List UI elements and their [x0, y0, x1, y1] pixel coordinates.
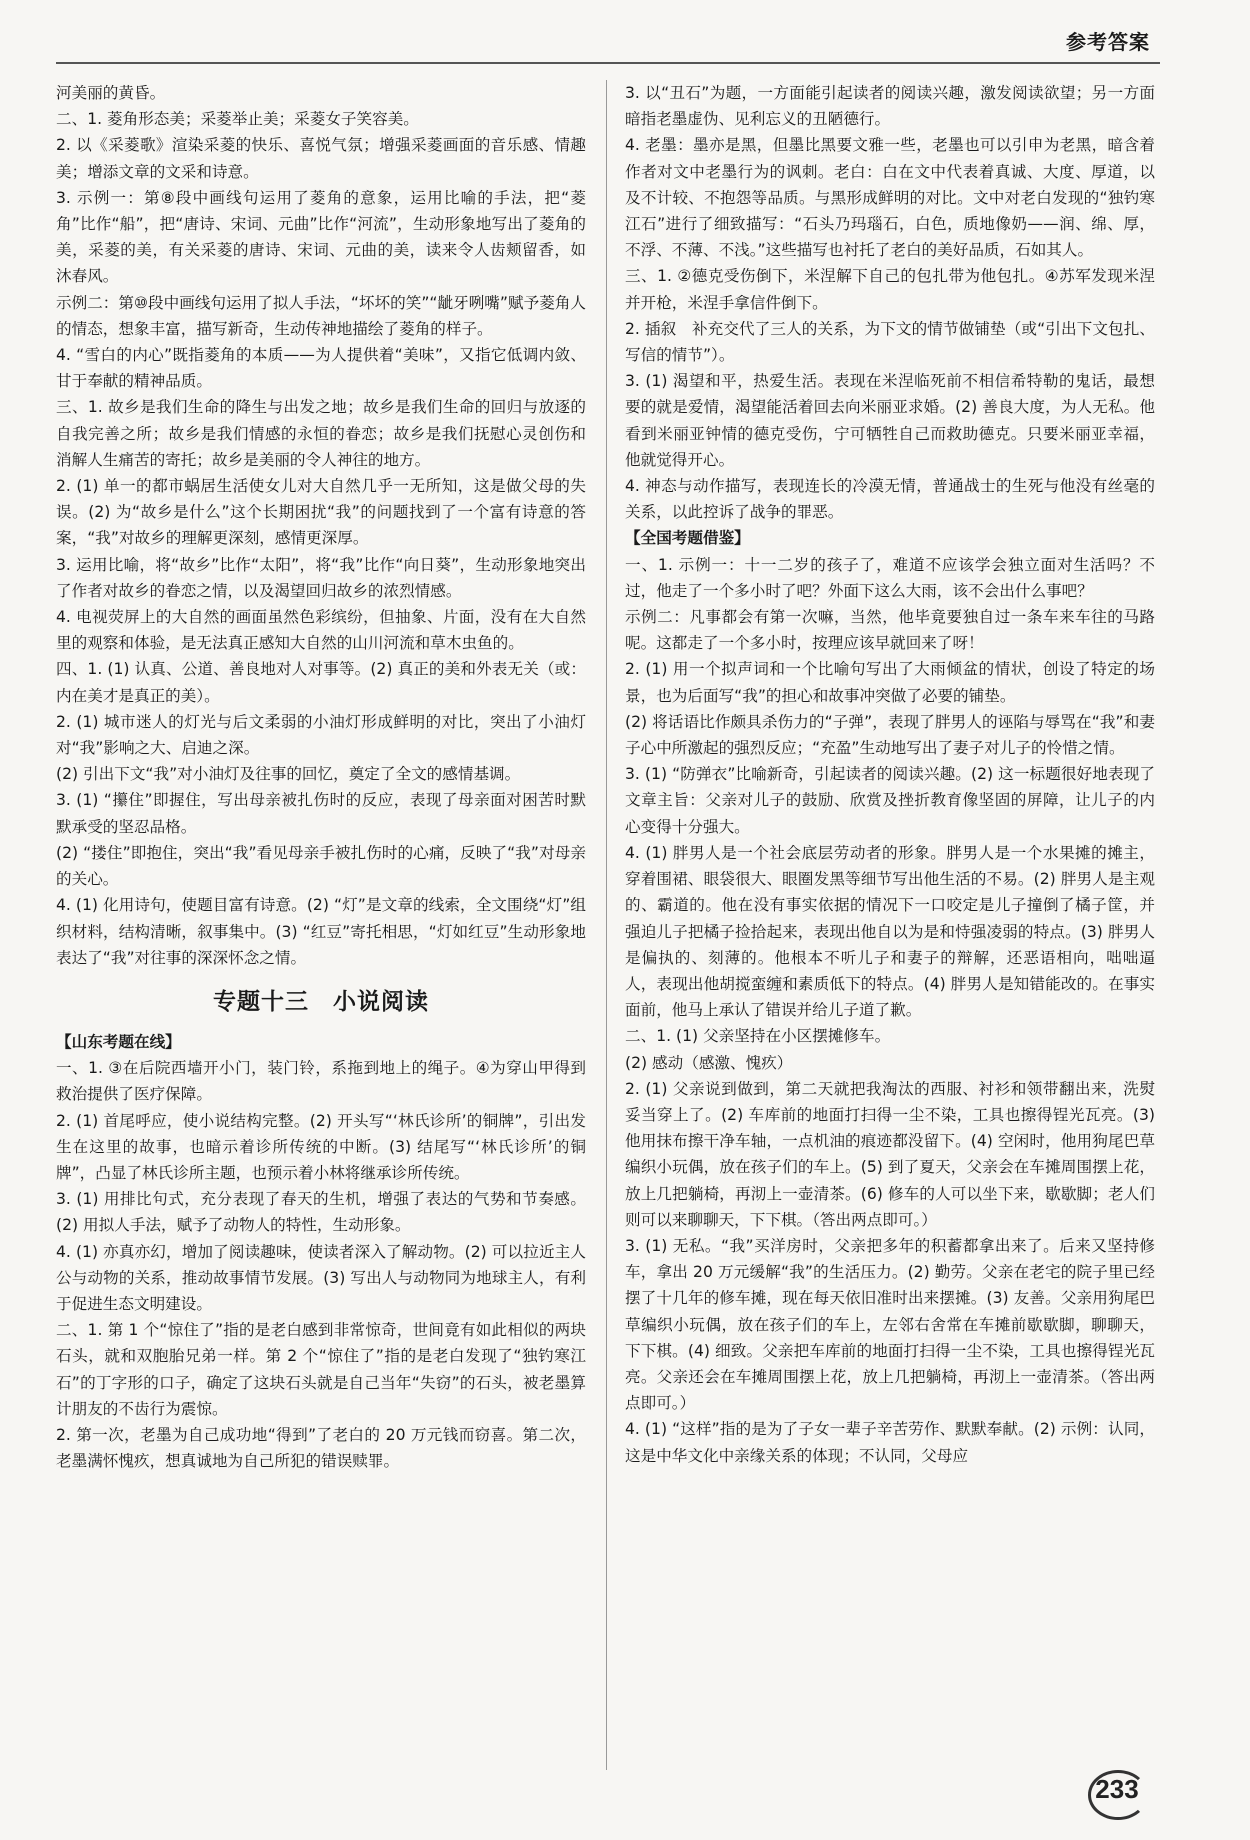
paragraph: (2) 将话语比作颇具杀伤力的“子弹”，表现了胖男人的诬陷与辱骂在“我”和妻子心中所激起的强烈反应；“充盈”生动地写出了妻子对儿子的怜惜之情。: [625, 712, 1155, 758]
page-number-text: 233: [1095, 1774, 1139, 1804]
page-number: [1086, 1768, 1148, 1818]
left-column: [56, 80, 586, 1474]
right-column: [625, 80, 1155, 1469]
paragraph: 4. (1) 亦真亦幻，增加了阅读趣味，使读者深入了解动物。(2) 可以拉近主人公与动物的关系，推动故事情节发展。(3) 写出人与动物同为地球主人，有利于促进生态文明建设。: [56, 1242, 586, 1313]
paragraph: 2. 以《采菱歌》渲染采菱的快乐、喜悦气氛；增强采菱画面的音乐感、情趣美；增添文章的文采和诗意。: [56, 136, 586, 181]
paragraph: 4. (1) 胖男人是一个社会底层劳动者的形象。胖男人是一个水果摊的摊主，穿着围裙、眼袋很大、眼圈发黑等细节写出他生活的不易。(2) 胖男人是主观的、霸道的。他在没有事实依据的情况下一口咬定是儿子撞倒了橘子筐，并强迫儿子把橘子捡拾起来，表现出他自以为是和恃强凌弱的特点。(3) 胖男人是偏执的、刻薄的。他根本不听儿子和妻子的辩解，还恶语相向，咄咄逼人，表现出他胡搅蛮缠和素质低下的特点。(4) 胖男人是知错能改的。在事实面前，他马上承认了错误并给儿子道了歉。: [625, 843, 1155, 1020]
paragraph: 2. (1) 首尾呼应，使小说结构完整。(2) 开头写“‘林氏诊所’的铜牌”，引出发生在这里的故事，也暗示着诊所传统的中断。(3) 结尾写“‘林氏诊所’的铜牌”，凸显了林氏诊所主题，也预示着小林将继承诊所传统。: [56, 1111, 586, 1182]
paragraph: 4. (1) “这样”指的是为了子女一辈子辛苦劳作、默默奉献。(2) 示例：认同，这是中华文化中亲缘关系的体现；不认同，父母应: [625, 1420, 1155, 1465]
section-title: 专题十三 小说阅读: [213, 988, 429, 1015]
header-rule: [56, 62, 1160, 64]
paragraph: 河美丽的黄昏。: [56, 84, 166, 102]
paragraph: 4. (1) 化用诗句，使题目富有诗意。(2) “灯”是文章的线索，全文围绕“灯”组织材料，结构清晰，叙事集中。(3) “红豆”寄托相思，“灯如红豆”生动形象地表达了“我”对往事的深深怀念之情。: [56, 896, 586, 967]
column-divider: [606, 80, 607, 1770]
paragraph: 4. “雪白的内心”既指菱角的本质——为人提供着“美味”，又指它低调内敛、甘于奉献的精神品质。: [56, 346, 586, 391]
paragraph: 3. 以“丑石”为题，一方面能引起读者的阅读兴趣，激发阅读欲望；另一方面暗指老墨虚伪、见利忘义的丑陋德行。: [625, 84, 1155, 129]
paragraph: 示例二：凡事都会有第一次嘛，当然，他毕竟要独自过一条车来车往的马路呢。这都走了一个多小时，按理应该早就回来了呀！: [625, 608, 1155, 653]
paragraph: 四、1. (1) 认真、公道、善良地对人对事等。(2) 真正的美和外表无关（或：内在美才是真正的美）。: [56, 660, 586, 705]
header-title: 参考答案: [1066, 30, 1150, 54]
paragraph: 3. (1) 用排比句式，充分表现了春天的生机，增强了表达的气势和节奏感。(2) 用拟人手法，赋予了动物人的特性，生动形象。: [56, 1190, 586, 1235]
paragraph: (2) 引出下文“我”对小油灯及往事的回忆，奠定了全文的感情基调。: [56, 765, 521, 784]
paragraph: 3. (1) “攥住”即握住，写出母亲被扎伤时的反应，表现了母亲面对困苦时默默承受的坚忍品格。: [56, 791, 586, 836]
paragraph: 二、1. (1) 父亲坚持在小区摆摊修车。: [625, 1027, 891, 1046]
paragraph: 2. (1) 父亲说到做到，第二天就把我淘汰的西服、衬衫和领带翻出来，洗熨妥当穿上了。(2) 车库前的地面打扫得一尘不染，工具也擦得锃光瓦亮。(3) 他用抹布擦干净车轴，一点机油的痕迹都没留下。(4) 空闲时，他用狗尾巴草编织小玩偶，放在孩子们的车上。(5) 到了夏天，父亲会在车摊周围摆上花，放上几把躺椅，再沏上一壶清茶。(6) 修车的人可以坐下来，歇歇脚；老人们则可以来聊聊天，下下棋。（答出两点即可。）: [625, 1079, 1155, 1229]
paragraph: (2) “搂住”即抱住，突出“我”看见母亲手被扎伤时的心痛，反映了“我”对母亲的关心。: [56, 843, 586, 889]
paragraph: 示例二：第⑩段中画线句运用了拟人手法，“坏坏的笑”“龇牙咧嘴”赋予菱角人的情态，想象丰富，描写新奇，生动传神地描绘了菱角的样子。: [56, 293, 586, 338]
paragraph: 4. 老墨：墨亦是黑，但墨比黑要文雅一些，老墨也可以引申为老黑，暗含着作者对文中老墨行为的讽刺。老白：白在文中代表着真诚、大度、厚道，以及不计较、不抱怨等品质。与黑形成鲜明的对比。文中对老白发现的“独钓寒江石”进行了细致描写：“石头乃玛瑙石，白色，质地像奶——润、绵、厚，不浮、不薄、不浅。”这些描写也衬托了老白的美好品质，石如其人。: [625, 136, 1155, 260]
paragraph: 3. (1) 无私。“我”买洋房时，父亲把多年的积蓄都拿出来了。后来又坚持修车，拿出 20 万元缓解“我”的生活压力。(2) 勤劳。父亲在老宅的院子里已经摆了十几年的修车摊，现在每天依旧准时出来摆摊。(3) 友善。父亲用狗尾巴草编织小玩偶，放在孩子们的车上，左邻右舍常在车摊前歇歇脚，聊聊天，下下棋。(4) 细致。父亲把车库前的地面打扫得一尘不染，工具也擦得锃光瓦亮。父亲还会在车摊周围摆上花，放上几把躺椅，再沏上一壶清茶。（答出两点即可。）: [625, 1236, 1155, 1413]
paragraph: 一、1. 示例一：十一二岁的孩子了，难道不应该学会独立面对生活吗？不过，他走了一个多小时了吧？外面下这么大雨，该不会出什么事吧？: [625, 555, 1155, 600]
paragraph: 2. 插叙 补充交代了三人的关系，为下文的情节做铺垫（或“引出下文包扎、写信的情节”）。: [625, 319, 1155, 365]
sub-heading: 【山东考题在线】: [56, 1032, 181, 1051]
paragraph: 2. 第一次，老墨为自己成功地“得到”了老白的 20 万元钱而窃喜。第二次，老墨满怀愧疚，想真诚地为自己所犯的错误赎罪。: [56, 1425, 586, 1471]
paragraph: 一、1. ③在后院西墙开小门，装门铃，系拖到地上的绳子。④为穿山甲得到救治提供了医疗保障。: [56, 1059, 586, 1104]
paragraph: 二、1. 第 1 个“惊住了”指的是老白感到非常惊奇，世间竟有如此相似的两块石头，就和双胞胎兄弟一样。第 2 个“惊住了”指的是老白发现了“独钓寒江石”的丁字形的口子，确定了这块石头就是自己当年“失窃”的石头，被老墨算计朋友的不齿行为震惊。: [56, 1321, 586, 1418]
sub-heading: 【全国考题借鉴】: [625, 529, 750, 548]
paragraph: 2. (1) 用一个拟声词和一个比喻句写出了大雨倾盆的情状，创设了特定的场景，也为后面写“我”的担心和故事冲突做了必要的铺垫。: [625, 660, 1155, 705]
paragraph: 2. (1) 城市迷人的灯光与后文柔弱的小油灯形成鲜明的对比，突出了小油灯对“我”影响之大、启迪之深。: [56, 712, 586, 758]
paragraph: 4. 神态与动作描写，表现连长的冷漠无情，普通战士的生死与他没有丝毫的关系，以此控诉了战争的罪恶。: [625, 477, 1155, 522]
paragraph: 2. (1) 单一的都市蜗居生活使女儿对大自然几乎一无所知，这是做父母的失误。(2) 为“故乡是什么”这个长期困扰“我”的问题找到了一个富有诗意的答案，“我”对故乡的理解更深刻，感情更深厚。: [56, 477, 586, 548]
paragraph: 3. 示例一：第⑧段中画线句运用了菱角的意象，运用比喻的手法，把“菱角”比作“船”，把“唐诗、宋词、元曲”比作“河流”，生动形象地写出了菱角的美，采菱的美，有关采菱的唐诗、宋词、元曲的美，读来令人齿颊留香，如沐春风。: [56, 188, 586, 286]
paragraph: 3. 运用比喻，将“故乡”比作“太阳”，将“我”比作“向日葵”，生动形象地突出了作者对故乡的眷恋之情，以及渴望回归故乡的浓烈情感。: [56, 555, 586, 600]
paragraph: (2) 感动（感激、愧疚）: [625, 1053, 793, 1072]
paragraph: 4. 电视荧屏上的大自然的画面虽然色彩缤纷，但抽象、片面，没有在大自然里的观察和体验，是无法真正感知大自然的山川河流和草木虫鱼的。: [56, 608, 586, 653]
paragraph: 3. (1) “防弹衣”比喻新奇，引起读者的阅读兴趣。(2) 这一标题很好地表现了文章主旨：父亲对儿子的鼓励、欣赏及挫折教育像坚固的屏障，让儿子的内心变得十分强大。: [625, 765, 1155, 836]
paragraph: 三、1. 故乡是我们生命的降生与出发之地；故乡是我们生命的回归与放逐的自我完善之所；故乡是我们情感的永恒的眷恋；故乡是我们抚慰心灵创伤和消解人生痛苦的寄托；故乡是美丽的令人神往的地方。: [56, 398, 586, 469]
paragraph: 二、1. 菱角形态美；采菱举止美；采菱女子笑容美。: [56, 110, 419, 129]
paragraph: 3. (1) 渴望和平，热爱生活。表现在米涅临死前不相信希特勒的鬼话，最想要的就是爱情，渴望能活着回去向米丽亚求婚。(2) 善良大度，为人无私。他看到米丽亚钟情的德克受伤，宁可牺牲自己而救助德克。只要米丽亚幸福，他就觉得开心。: [625, 372, 1155, 469]
paragraph: 三、1. ②德克受伤倒下，米涅解下自己的包扎带为他包扎。④苏军发现米涅并开枪，米涅手拿信件倒下。: [625, 267, 1155, 312]
